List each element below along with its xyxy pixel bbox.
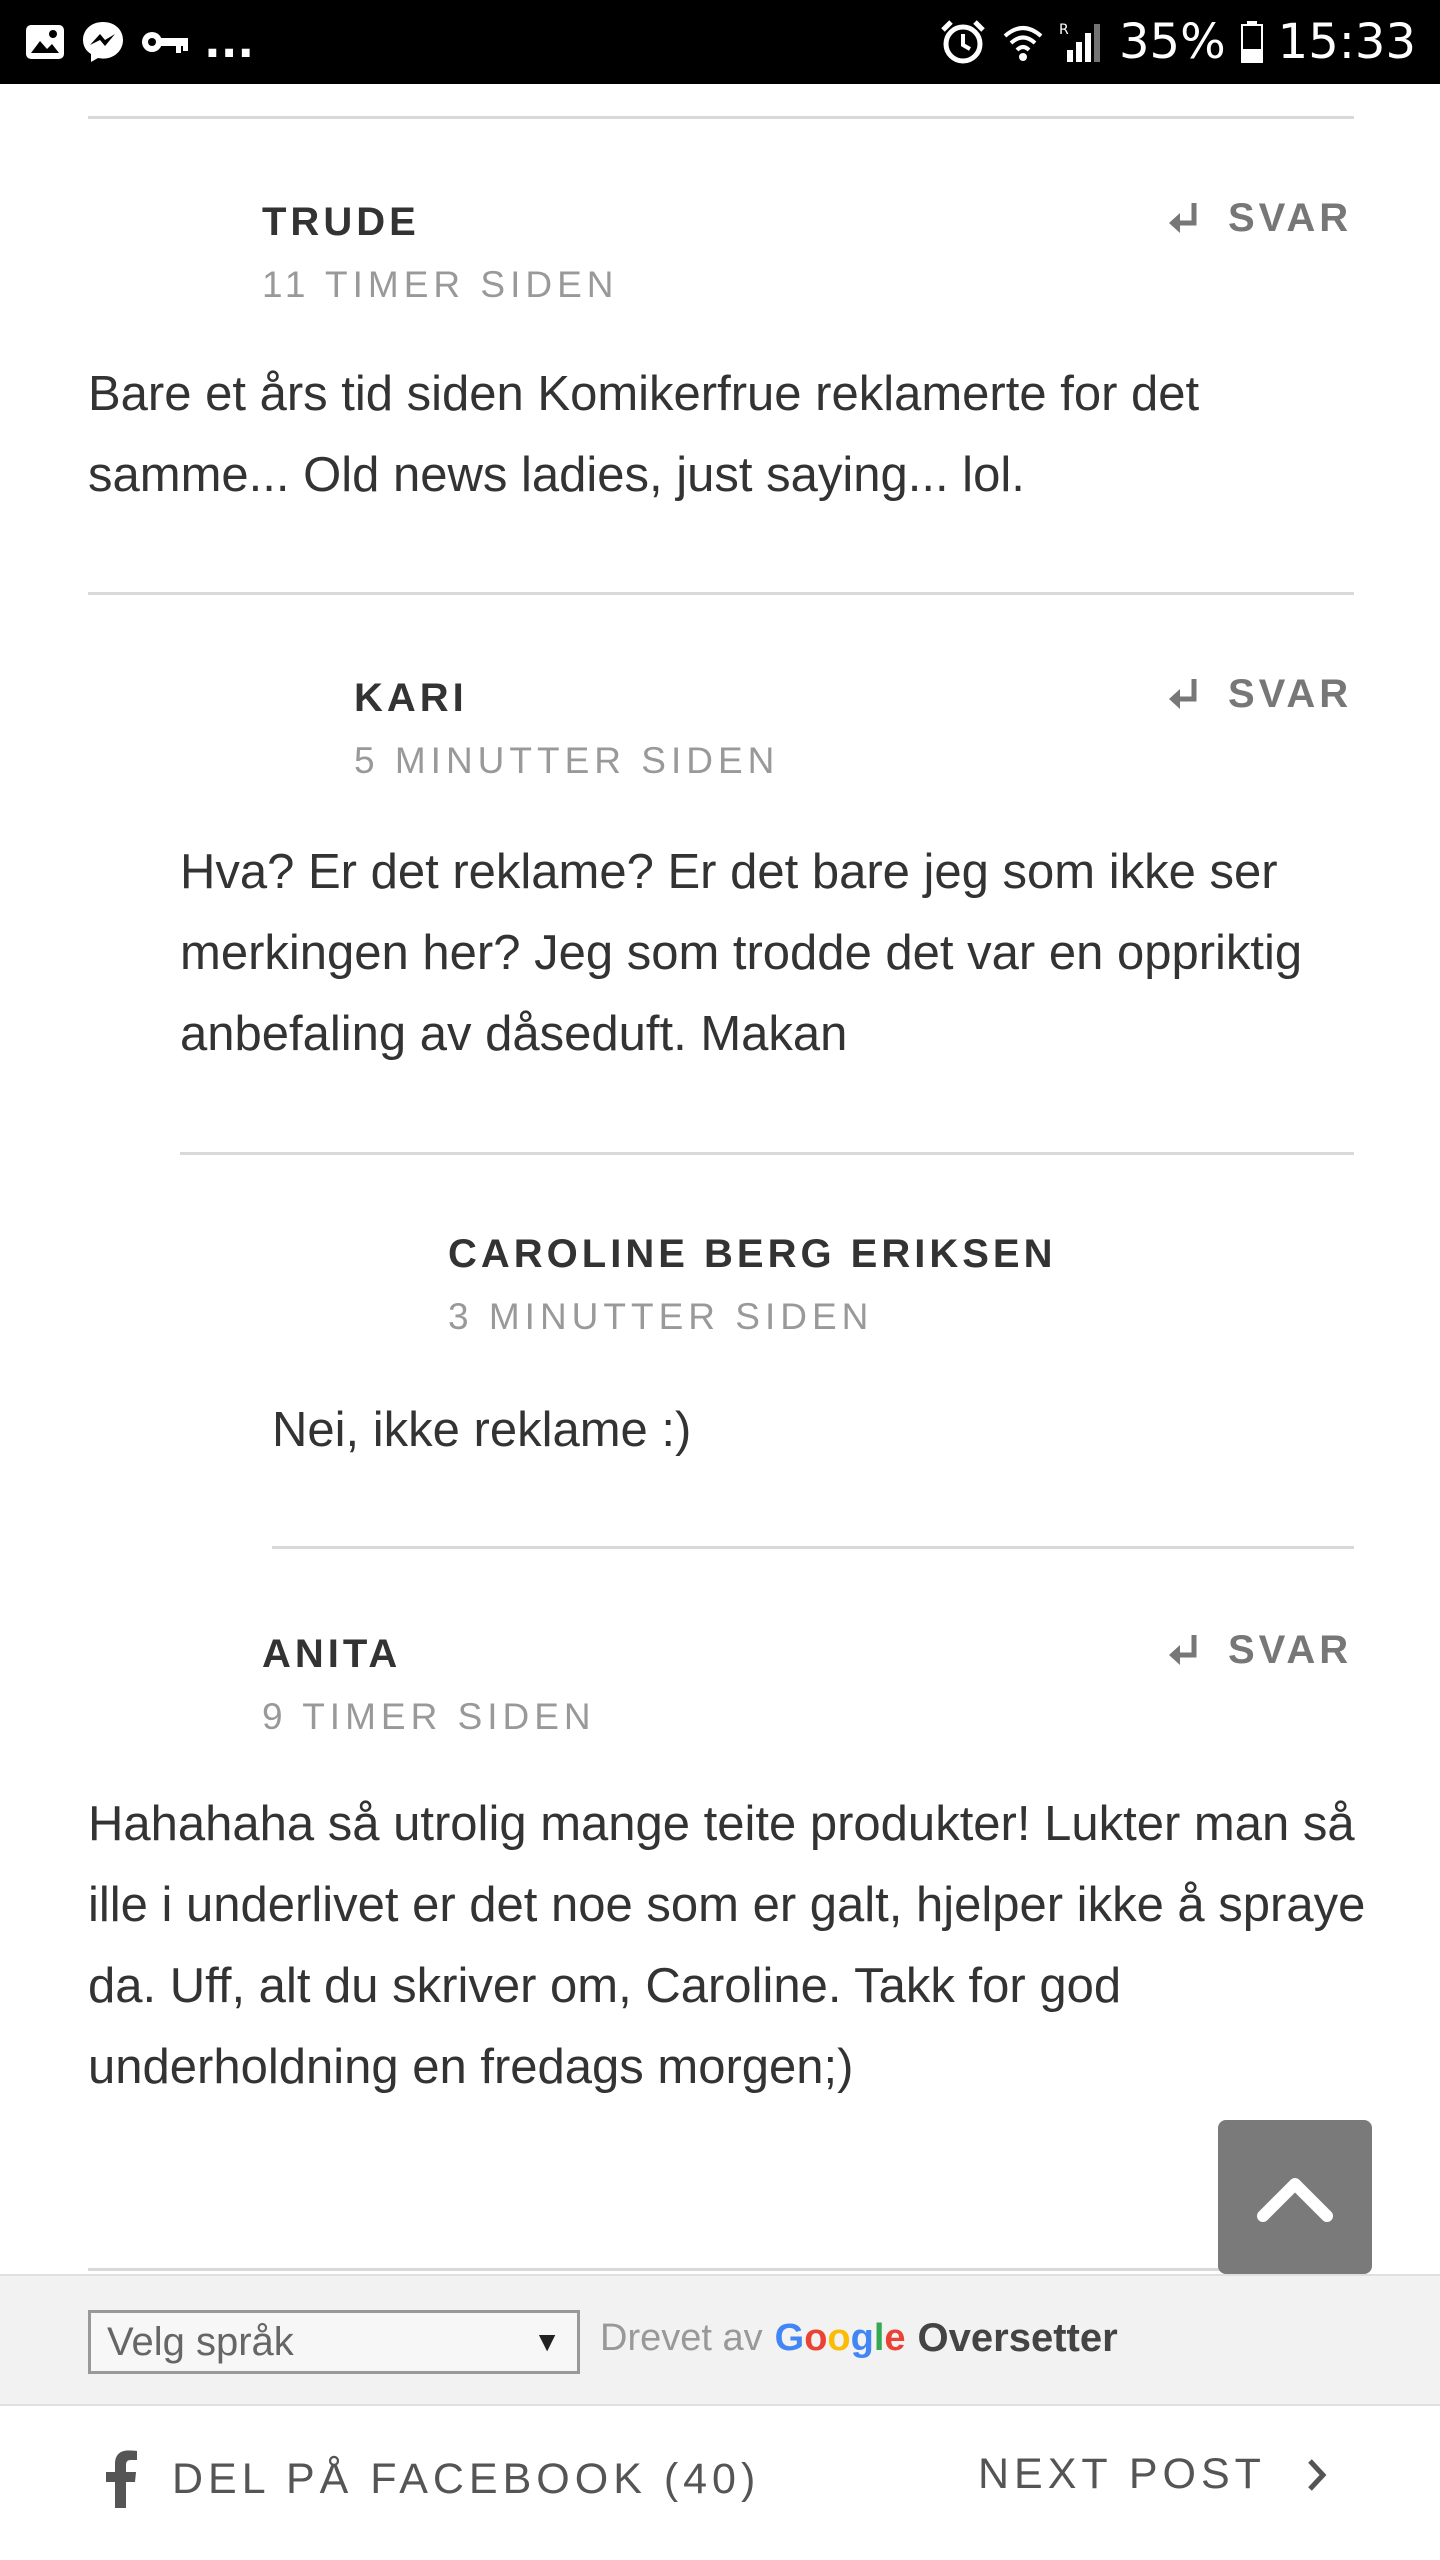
reply-button[interactable] [1166,672,1352,717]
status-bar-right [939,14,1416,70]
image-icon [24,18,66,66]
comment-timestamp: 9 TIMER SIDEN [262,1696,596,1737]
battery-percent: 35% [1118,14,1226,70]
language-select[interactable] [88,2310,580,2374]
divider [88,2268,1354,2271]
translate-bar [0,2274,1440,2406]
translator-label: Oversetter [917,2316,1118,2360]
divider [88,116,1354,119]
comment-text: Hahahaha så utrolig mange teite produkter! Lukter man så ille i underlivet er det noe som er galt, hjelper ikke å spraye da. Uff, alt du skriver om, Caroline. Takk for god underholdning en fredags morgen;) [88,1797,1366,2094]
reply-label: SVAR [1228,1628,1353,1672]
clock: 15:33 [1277,14,1416,70]
next-post-link[interactable] [978,2450,1328,2499]
signal-icon [1059,18,1105,66]
comment-author: ANITA [262,1632,402,1676]
reply-label: SVAR [1228,672,1353,716]
battery-icon [1240,18,1264,66]
share-facebook-label: DEL PÅ FACEBOOK (40) [172,2454,761,2503]
reply-arrow-icon [1166,1631,1206,1671]
status-bar [0,0,1440,84]
comment-author: TRUDE [262,200,420,244]
divider [88,592,1354,595]
comment-text: Bare et års tid siden Komikerfrue reklamerte for det samme... Old news ladies, just saying... lol. [88,367,1200,502]
scroll-to-top-button[interactable] [1218,2120,1372,2274]
status-bar-left [24,17,254,68]
powered-by-label: Drevet av [600,2317,763,2359]
share-facebook-button[interactable] [104,2450,760,2508]
messenger-icon [80,18,126,66]
divider [272,1546,1354,1549]
dropdown-arrow-icon: ▼ [533,2326,561,2357]
chevron-up-icon [1255,2172,1335,2222]
svg-text:R: R [1058,22,1069,38]
google-logo: Google [774,2317,906,2359]
powered-by-google-translate [600,2316,1118,2361]
comment-text: Hva? Er det reklame? Er det bare jeg som ikke ser merkingen her? Jeg som trodde det var en oppriktig anbefaling av dåseduft. Makan [180,845,1303,1061]
comment-text: Nei, ikke reklame :) [272,1403,692,1457]
next-post-label: NEXT POST [978,2450,1266,2498]
comment-author: KARI [354,676,468,720]
alarm-icon [939,18,987,66]
key-icon [140,18,190,66]
language-select-value: Velg språk [107,2319,294,2364]
comments-list [0,84,1440,2274]
wifi-icon [1001,18,1045,66]
reply-arrow-icon [1166,675,1206,715]
more-notifications-indicator: ... [204,16,255,68]
divider [180,1152,1354,1155]
facebook-icon [104,2450,138,2508]
comment-timestamp: 5 MINUTTER SIDEN [354,740,780,781]
reply-arrow-icon [1166,199,1206,239]
reply-button[interactable] [1166,196,1352,241]
comment-author: CAROLINE BERG ERIKSEN [448,1232,1057,1276]
post-footer [0,2406,1440,2560]
chevron-right-icon [1306,2457,1328,2493]
reply-label: SVAR [1228,196,1353,240]
comment-timestamp: 11 TIMER SIDEN [262,264,619,305]
reply-button[interactable] [1166,1628,1352,1673]
comment-timestamp: 3 MINUTTER SIDEN [448,1296,874,1337]
